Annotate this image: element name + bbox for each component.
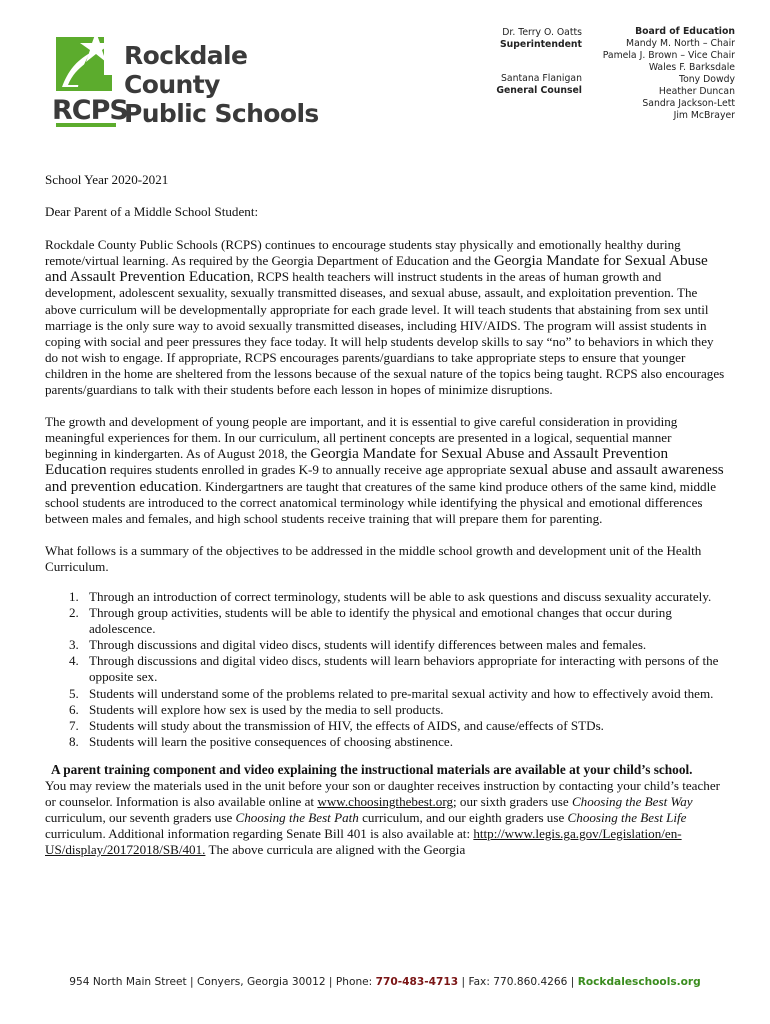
board-title: Board of Education: [635, 26, 735, 37]
superintendent-title: Superintendent: [499, 39, 582, 50]
footer-fax: | Fax: 770.860.4266 |: [458, 976, 578, 988]
curriculum-title: Choosing the Best Way: [571, 794, 693, 810]
district-logo: [50, 27, 350, 135]
footer-website-link[interactable]: Rockdaleschools.org: [577, 976, 701, 988]
paragraph-text: Rockdale County Public Schools (RCPS) continues to encourage students stay physically and emotionally healthy during remote/virtual learning. As required by the Georgia Department of Education and the: [45, 237, 681, 269]
superintendent-block: [500, 27, 582, 51]
paragraph-text: The growth and development of young people are important, and it is essential to give careful consideration in providing meaningful experiences for them. In our curriculum, all pertinent concepts are presented in a logical, sequential manner beginning in kindergarten. As of August 2018, the: [45, 414, 678, 462]
list-item: [45, 605, 727, 637]
board-member: Sandra Jackson-Lett: [642, 98, 735, 109]
emphasis-text: sexual abuse and assault awareness and prevention education: [45, 461, 724, 495]
list-number: 2.: [69, 605, 79, 621]
list-item: [45, 637, 727, 653]
logo-abbreviation: RCPS: [52, 95, 128, 126]
mandate-title: Georgia Mandate for Sexual Abuse and Assault Prevention Education: [45, 445, 669, 479]
footer-phone: 770-483-4713: [375, 976, 459, 988]
parent-training-notice: A parent training component and video explaining the instructional materials are available at your child’s school.: [51, 761, 693, 777]
paragraph-text: , RCPS health teachers will instruct students in the areas of human growth and development, adolescent sexuality, sexually transmitted diseases, and sexual abuse, assault, and exploitation prevention. The above curriculum will be developmentally appropriate for each grade level. It will teach students that abstaining from sex until marriage is the only sure way to avoid sexually transmitted diseases, including HIV/AIDS. The program will assist students in coping with social and peer pressures they face today. It will help students develop skills to say “no” to behaviors in which they do not wish to engage. If appropriate, RCPS encourages parents/guardians to take appropriate steps to ensure that younger children in the home are sheltered from the lessons because of the sexual nature of the topics being taught. RCPS also encourages parents/guardians to talk with their students before each lesson in hopes of minimize disruptions.: [45, 269, 725, 398]
paragraph-text: curriculum, and our eighth graders use: [358, 810, 568, 826]
list-number: 4.: [69, 653, 79, 669]
senate-bill-link[interactable]: http://www.legis.ga.gov/Legislation/en-US/display/20172018/SB/401.: [45, 826, 682, 858]
curriculum-title: Choosing the Best Path: [235, 810, 359, 826]
curriculum-title: Choosing the Best Life: [567, 810, 687, 826]
board-member: Heather Duncan: [658, 86, 735, 97]
paragraph-text: The above curricula are aligned with the Georgia: [205, 842, 466, 858]
board-member: Tony Dowdy: [679, 74, 735, 85]
counsel-title: General Counsel: [496, 85, 582, 96]
board-member: Jim McBrayer: [673, 110, 735, 121]
counsel-name: Santana Flanigan: [501, 73, 582, 84]
list-text: Through group activities, students will be able to identify the physical and emotional changes that occur during adolescence.: [89, 605, 672, 637]
paragraph-text: You may review the materials used in the unit before your son or daughter receives instruction by contacting your child’s teacher or counselor. Information is also available online at: [45, 778, 720, 810]
list-number: 1.: [69, 588, 79, 604]
salutation: Dear Parent of a Middle School Student:: [45, 204, 259, 220]
objectives-list: [45, 589, 727, 750]
paragraph-summary: What follows is a summary of the objectives to be addressed in the middle school growth and development unit of the Health Curriculum.: [45, 542, 702, 574]
list-text: Through discussions and digital video discs, students will identify differences between males and females.: [89, 637, 647, 653]
list-number: 8.: [69, 733, 79, 749]
list-item: [45, 734, 727, 750]
paragraph-text: requires students enrolled in grades K-9 to annually receive age appropriate: [106, 462, 510, 478]
paragraph-text: ; our sixth graders use: [453, 794, 572, 810]
list-text: Students will study about the transmission of HIV, the effects of AIDS, and cause/effects of STDs.: [89, 717, 604, 733]
paragraph-text: . Kindergartners are taught that creatures of the same kind produce others of the same kind, middle school students are introduced to the correct anatomical terminology while identifying the physical and emotional differences between males and females, and high school students receive training that will prepare them for parenting.: [45, 478, 717, 526]
list-item: [45, 718, 727, 734]
mandate-title: Georgia Mandate for Sexual Abuse and Assault Prevention Education: [45, 252, 708, 286]
choosing-the-best-link[interactable]: www.choosingthebest.org: [317, 794, 454, 810]
paragraph-growth: [45, 414, 727, 527]
board-of-education-block: [603, 26, 735, 122]
list-text: Through an introduction of correct terminology, students will be able to ask questions and discuss sexuality accurately.: [89, 588, 712, 604]
school-year: School Year 2020-2021: [45, 172, 169, 187]
list-number: 5.: [69, 685, 79, 701]
board-member: Wales F. Barksdale: [648, 62, 735, 73]
list-item: [45, 686, 727, 702]
page-footer: [0, 976, 770, 988]
logo-name-line2: Public Schools: [124, 99, 319, 128]
paragraph-intro: [45, 237, 727, 398]
list-number: 6.: [69, 701, 79, 717]
paragraph-resources: [45, 778, 727, 858]
list-item: [45, 702, 727, 718]
paragraph-text: curriculum, our seventh graders use: [45, 810, 236, 826]
list-number: 3.: [69, 637, 79, 653]
list-number: 7.: [69, 717, 79, 733]
letter-body: [45, 172, 727, 858]
board-member: Pamela J. Brown – Vice Chair: [602, 50, 735, 61]
logo-name-line1: Rockdale County: [124, 41, 248, 99]
counsel-block: [496, 73, 582, 97]
footer-address: 954 North Main Street | Conyers, Georgia 30012 | Phone:: [69, 976, 376, 988]
paragraph-text: curriculum. Additional information regarding Senate Bill 401 is also available at:: [45, 826, 474, 842]
list-item: [45, 653, 727, 685]
logo-district-name: [124, 41, 350, 128]
list-text: Students will learn the positive consequences of choosing abstinence.: [89, 733, 453, 749]
list-item: [45, 589, 727, 605]
board-member: Mandy M. North – Chair: [626, 38, 735, 49]
list-text: Students will understand some of the problems related to pre-marital sexual activity and how to effectively avoid them.: [89, 685, 714, 701]
list-text: Students will explore how sex is used by the media to sell products.: [89, 701, 444, 717]
superintendent-name: Dr. Terry O. Oatts: [502, 27, 582, 38]
list-text: Through discussions and digital video discs, students will learn behaviors appropriate for interacting with persons of the opposite sex.: [89, 653, 719, 685]
